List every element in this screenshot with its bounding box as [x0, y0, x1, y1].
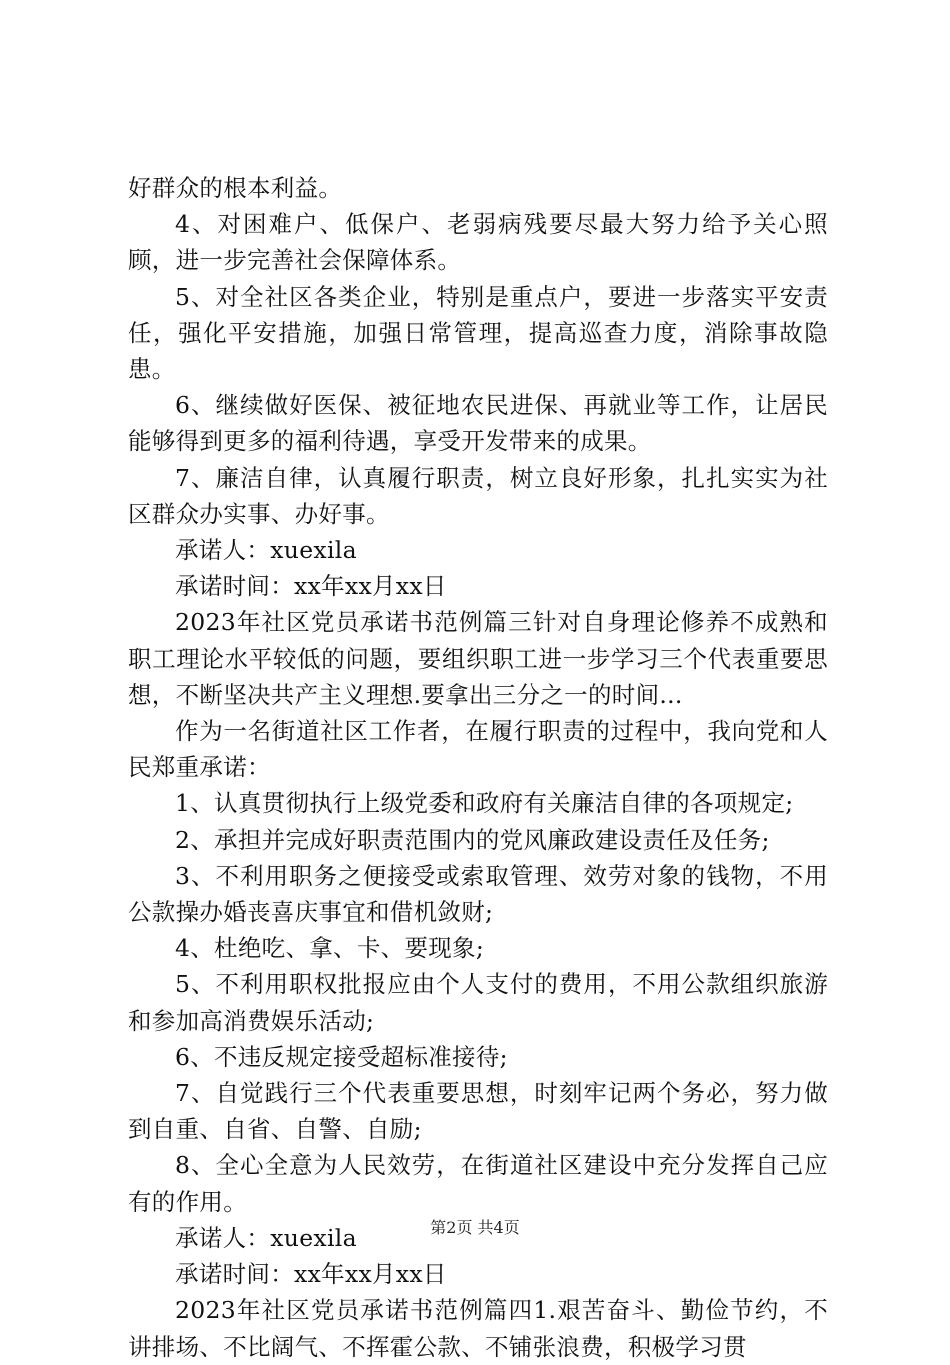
pledge-item-1: 1、认真贯彻执行上级党委和政府有关廉洁自律的各项规定; [175, 789, 794, 818]
document-body [128, 170, 828, 1365]
section-four-intro: 2023年社区党员承诺书范例篇四1.艰苦奋斗、勤俭节约，不讲排场、不比阔气、不挥霍公款、不铺张浪费，积极学习贯 [128, 1296, 828, 1361]
paragraph-continuation: 好群众的根本利益。 [128, 174, 343, 202]
paragraph-item-5: 5、对全社区各类企业，特别是重点户，要进一步落实平安责任，强化平安措施，加强日常管理，提高巡查力度，消除事故隐患。 [128, 282, 828, 384]
pledge-item-2: 2、承担并完成好职责范围内的党风廉政建设责任及任务; [175, 825, 770, 854]
pledge-item-6: 6、不违反规定接受超标准接待; [175, 1042, 508, 1071]
signer-line-2: 承诺人：xuexila [175, 1223, 357, 1252]
page-footer: 第2页 共4页 [430, 1218, 520, 1237]
paragraph-item-7: 7、廉洁自律，认真履行职责，树立良好形象，扎扎实实为社区群众办实事、办好事。 [128, 463, 828, 528]
paragraph-item-6: 6、继续做好医保、被征地农民进保、再就业等工作，让居民能够得到更多的福利待遇，享受开发带来的成果。 [128, 391, 828, 456]
section-three-intro: 2023年社区党员承诺书范例篇三针对自身理论修养不成熟和职工理论水平较低的问题，要组织职工进一步学习三个代表重要思想，不断坚决共产主义理想.要拿出三分之一的时间... [128, 608, 828, 709]
pledge-item-4: 4、杜绝吃、拿、卡、要现象; [175, 934, 485, 963]
pledge-item-5: 5、不利用职权批报应由个人支付的费用，不用公款组织旅游和参加高消费娱乐活动; [128, 970, 828, 1035]
pledge-item-7: 7、自觉践行三个代表重要思想，时刻牢记两个务必，努力做到自重、自省、自警、自励; [128, 1079, 828, 1144]
date-line: 承诺时间：xx年xx月xx日 [175, 572, 447, 601]
pledge-item-8: 8、全心全意为人民效劳，在街道社区建设中充分发挥自己应有的作用。 [128, 1151, 828, 1216]
pledge-item-3: 3、不利用职务之便接受或索取管理、效劳对象的钱物，不用公款操办婚丧喜庆事宜和借机敛财; [128, 861, 828, 927]
paragraph-item-4: 4、对困难户、低保户、老弱病残要尽最大努力给予关心照顾，进一步完善社会保障体系。 [128, 210, 828, 275]
date-line-2: 承诺时间：xx年xx月xx日 [175, 1260, 447, 1289]
pledge-intro: 作为一名街道社区工作者，在履行职责的过程中，我向党和人民郑重承诺： [128, 717, 828, 782]
signer-line: 承诺人：xuexila [175, 536, 357, 565]
